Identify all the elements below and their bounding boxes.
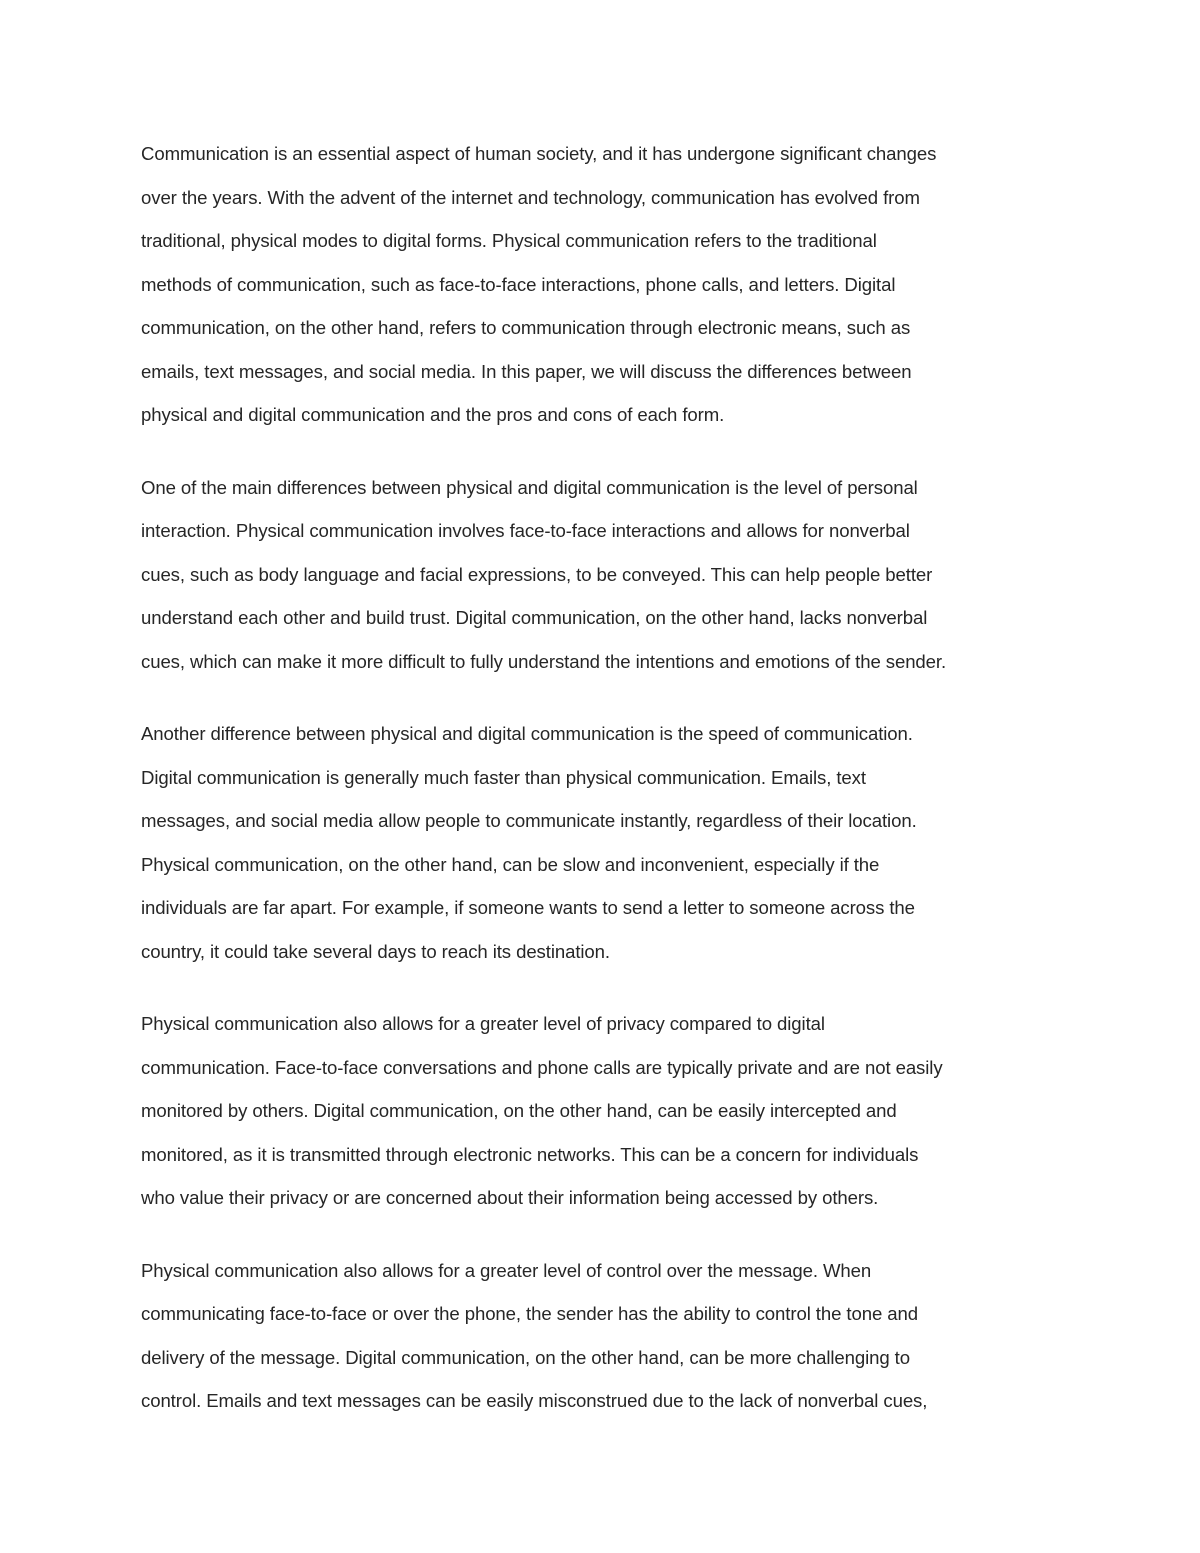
- text-line: methods of communication, such as face-to-face interactions, phone calls, and letters. Digital: [141, 273, 896, 295]
- text-line: monitored, as it is transmitted through electronic networks. This can be a concern for individuals: [141, 1143, 919, 1165]
- text-line: communication, on the other hand, refers to communication through electronic means, such as: [141, 317, 911, 338]
- text-line: One of the main differences between physical and digital communication is the level of personal: [141, 476, 918, 498]
- text-line: delivery of the message. Digital communication, on the other hand, can be more challenging to: [141, 1346, 910, 1368]
- text-line: Physical communication also allows for a greater level of control over the message. When: [141, 1259, 872, 1281]
- text-line: interaction. Physical communication involves face-to-face interactions and allows for nonverbal: [141, 520, 910, 541]
- text-line: Another difference between physical and digital communication is the speed of communication.: [141, 723, 913, 744]
- text-line: messages, and social media allow people to communicate instantly, regardless of their location.: [141, 810, 917, 831]
- text-line: Communication is an essential aspect of human society, and it has undergone significant changes: [141, 143, 937, 164]
- text-line: traditional, physical modes to digital forms. Physical communication refers to the traditional: [141, 230, 877, 251]
- text-line: communicating face-to-face or over the phone, the sender has the ability to control the tone and: [141, 1303, 918, 1324]
- text-line: Digital communication is generally much faster than physical communication. Emails, text: [141, 766, 866, 788]
- paragraph-speed: [141, 712, 1061, 973]
- text-line: over the years. With the advent of the internet and technology, communication has evolved from: [141, 186, 920, 208]
- text-line: Physical communication also allows for a greater level of privacy compared to digital: [141, 1013, 825, 1034]
- paragraph-intro: [141, 132, 1061, 437]
- text-line: cues, such as body language and facial expressions, to be conveyed. This can help people better: [141, 563, 933, 585]
- paragraph-privacy: [141, 1002, 1061, 1220]
- text-line: individuals are far apart. For example, if someone wants to send a letter to someone across the: [141, 897, 915, 918]
- paragraph-personal-interaction: [141, 466, 1061, 684]
- text-line: cues, which can make it more difficult to fully understand the intentions and emotions of the sender.: [141, 650, 947, 672]
- text-line: who value their privacy or are concerned about their information being accessed by others.: [141, 1187, 879, 1208]
- document-body: [141, 132, 1061, 1452]
- text-line: monitored by others. Digital communication, on the other hand, can be easily intercepted and: [141, 1100, 897, 1121]
- text-line: control. Emails and text messages can be easily misconstrued due to the lack of nonverbal cues,: [141, 1390, 928, 1411]
- text-line: physical and digital communication and the pros and cons of each form.: [141, 404, 725, 425]
- text-line: understand each other and build trust. Digital communication, on the other hand, lacks nonverbal: [141, 607, 928, 628]
- paragraph-control: [141, 1249, 1061, 1423]
- text-line: communication. Face-to-face conversations and phone calls are typically private and are not easily: [141, 1056, 943, 1078]
- text-line: emails, text messages, and social media. In this paper, we will discuss the differences between: [141, 360, 912, 382]
- text-line: country, it could take several days to reach its destination.: [141, 940, 610, 962]
- text-line: Physical communication, on the other hand, can be slow and inconvenient, especially if the: [141, 853, 880, 875]
